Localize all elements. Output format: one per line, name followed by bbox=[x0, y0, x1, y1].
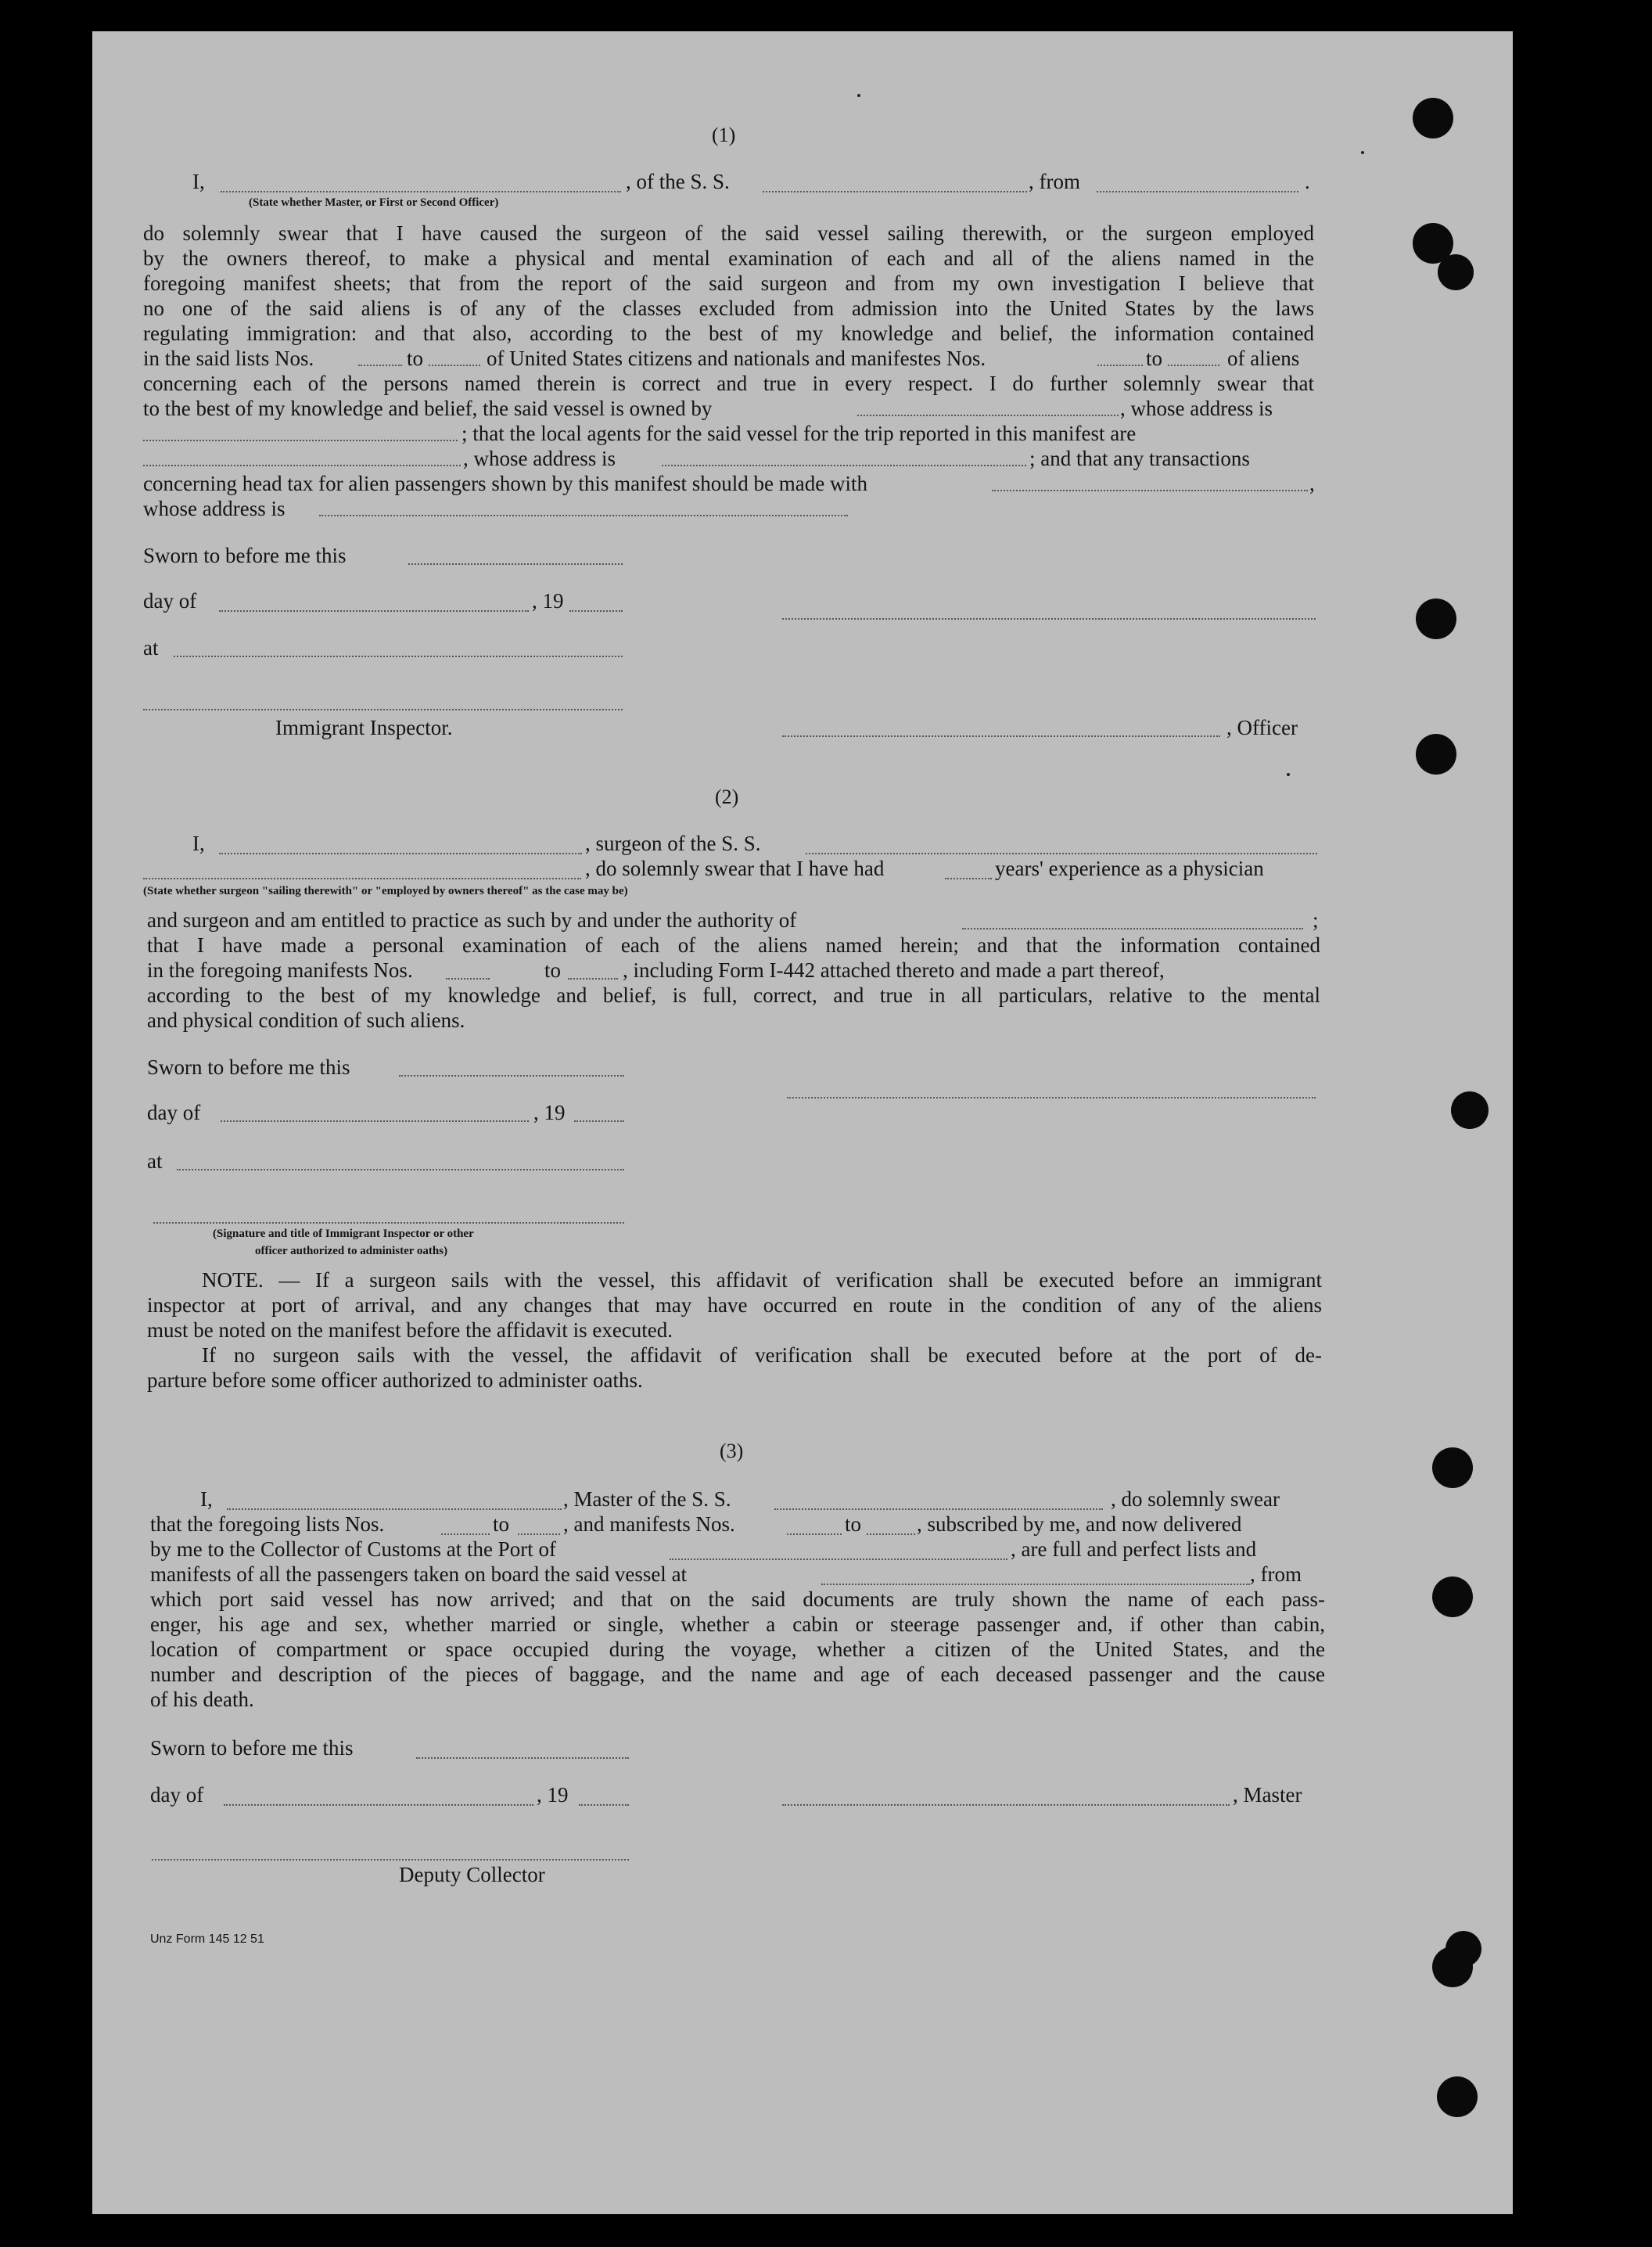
year-label: , 19 bbox=[537, 1783, 569, 1807]
blank-authority bbox=[962, 928, 1303, 929]
blank-month bbox=[224, 1804, 533, 1806]
blank-surgeon-name bbox=[219, 853, 582, 854]
blank-officer-title bbox=[782, 735, 1220, 737]
section1-from: , from bbox=[1029, 170, 1080, 193]
section2-manifests-nos: in the foregoing manifests Nos. bbox=[147, 958, 413, 982]
section1-local-agents: ; that the local agents for the said vessel for the trip reported in this manifest are bbox=[461, 422, 1137, 445]
section2-paragraph-line: and physical condition of such aliens. bbox=[147, 1008, 465, 1032]
section3-collector: by me to the Collector of Customs at the Port of bbox=[150, 1537, 556, 1561]
blank-administering-officer bbox=[153, 1222, 624, 1224]
note-line: inspector at port of arrival, and any changes that may have occurred en route in the condition of any of the aliens bbox=[147, 1293, 1322, 1317]
punch-hole bbox=[1416, 599, 1456, 639]
section1-period: . bbox=[1305, 170, 1310, 193]
section1-paragraph-line: foregoing manifest sheets; that from the report of the said surgeon and from my own investigation I believe that bbox=[143, 271, 1314, 295]
section1-paragraph-line: do solemnly swear that I have caused the surgeon of the said vessel sailing therewith, or the surgeon employed bbox=[143, 221, 1314, 245]
year-label: , 19 bbox=[533, 1101, 566, 1124]
section1-to: to bbox=[407, 347, 424, 370]
blank-surgeon-signature bbox=[787, 1097, 1316, 1098]
blank-owner-address bbox=[143, 440, 458, 441]
deputy-collector-label: Deputy Collector bbox=[399, 1863, 545, 1886]
section1-owned-by: to the best of my knowledge and belief, the said vessel is owned by bbox=[143, 397, 713, 420]
section-number: (3) bbox=[720, 1440, 744, 1462]
officer-rank-note: (State whether Master, or First or Second Officer) bbox=[249, 196, 499, 209]
section1-comma: , bbox=[1309, 472, 1315, 495]
day-of-label: day of bbox=[150, 1783, 204, 1807]
section2-semicolon: ; bbox=[1313, 908, 1319, 932]
section3-manifests-passengers: manifests of all the passengers taken on board the said vessel at bbox=[150, 1562, 688, 1586]
day-of-label: day of bbox=[147, 1101, 201, 1124]
punch-hole bbox=[1413, 98, 1453, 138]
punch-hole bbox=[1438, 254, 1474, 290]
section3-paragraph-line: enger, his age and sex, whether married or single, whether a cabin or steerage passenger and, if other than cabin, bbox=[150, 1612, 1325, 1636]
section3-paragraph-line: location of compartment or space occupied during the voyage, whether a citizen of the United States, and the bbox=[150, 1638, 1325, 1661]
blank-surgeon-vessel bbox=[806, 853, 1317, 854]
section2-paragraph-line: according to the best of my knowledge and belief, is full, correct, and true in all particulars, relative to the mental bbox=[147, 983, 1320, 1007]
section1-transactions: ; and that any transactions bbox=[1029, 447, 1250, 470]
blank-at-place bbox=[177, 1169, 624, 1170]
section3-paragraph-line: number and description of the pieces of baggage, and the name and age of each deceased passenger and the cause bbox=[150, 1663, 1325, 1686]
blank-s3-manifest-from bbox=[787, 1533, 842, 1535]
section1-paragraph-line: no one of the said aliens is of any of the classes excluded from admission into the United States by the laws bbox=[143, 297, 1314, 320]
section1-of-ss: , of the S. S. bbox=[626, 170, 730, 193]
section1-paragraph-line: concerning each of the persons named therein is correct and true in every respect. I do further solemnly swear that bbox=[143, 372, 1314, 395]
punch-hole bbox=[1432, 1576, 1473, 1617]
section3-master-of: , Master of the S. S. bbox=[563, 1487, 731, 1511]
note-line: NOTE. — If a surgeon sails with the vessel, this affidavit of verification shall be executed before an immigrant bbox=[202, 1268, 1322, 1292]
section1-paragraph-line: regulating immigration: and that also, according to the best of my knowledge and belief, the information contained bbox=[143, 322, 1314, 345]
blank-port bbox=[670, 1559, 1007, 1560]
blank-lists-to bbox=[429, 365, 480, 366]
blank-inspector-signature bbox=[143, 709, 623, 710]
day-of-label: day of bbox=[143, 589, 197, 613]
note-line: must be noted on the manifest before the affidavit is executed. bbox=[147, 1318, 673, 1342]
section3-i: I, bbox=[200, 1487, 213, 1511]
blank-head-tax-address bbox=[319, 515, 848, 516]
section3-subscribed: , subscribed by me, and now delivered bbox=[917, 1512, 1242, 1536]
section2-including: , including Form I-442 attached thereto and made a part thereof, bbox=[623, 958, 1165, 982]
section3-manifests-nos: , and manifests Nos. bbox=[563, 1512, 735, 1536]
signature-note: officer authorized to administer oaths) bbox=[255, 1245, 448, 1257]
section-number: (2) bbox=[715, 786, 739, 808]
section1-i: I, bbox=[192, 170, 205, 193]
at-label: at bbox=[147, 1149, 163, 1173]
blank-s2-manifest-from bbox=[446, 978, 490, 980]
speck bbox=[1361, 151, 1364, 154]
section2-paragraph-line: that I have made a personal examination of each of the aliens named herein; and that the information contained bbox=[147, 933, 1320, 957]
blank-s2-manifest-to bbox=[568, 978, 618, 980]
signature-note: (Signature and title of Immigrant Inspector or other bbox=[213, 1228, 474, 1240]
blank-manifest-from bbox=[1097, 365, 1143, 366]
blank-year bbox=[569, 610, 623, 612]
blank-s3-manifest-to bbox=[867, 1533, 915, 1535]
sworn-label: Sworn to before me this bbox=[147, 1055, 350, 1079]
section1-manifest-nos: of United States citizens and nationals and manifestes Nos. bbox=[487, 347, 986, 370]
section1-lists-nos: in the said lists Nos. bbox=[143, 347, 314, 370]
blank-agent-address bbox=[662, 465, 1026, 466]
surgeon-status-note: (State whether surgeon "sailing therewith" or "employed by owners thereof" as the case may be) bbox=[143, 885, 628, 897]
section1-paragraph-line: by the owners thereof, to make a physical and mental examination of each and all of the aliens named in the bbox=[143, 246, 1314, 270]
note-line: parture before some officer authorized to administer oaths. bbox=[147, 1368, 643, 1392]
blank-s3-lists-from bbox=[441, 1533, 490, 1535]
section2-to: to bbox=[544, 958, 562, 982]
blank-surgeon-status bbox=[143, 878, 581, 879]
blank-month bbox=[219, 610, 529, 612]
speck bbox=[857, 94, 860, 97]
section1-address-is: , whose address is bbox=[1120, 397, 1273, 420]
section2-experience: years' experience as a physician bbox=[995, 857, 1264, 880]
section2-authority: and surgeon and am entitled to practice as such by and under the authority of bbox=[147, 908, 797, 932]
immigrant-inspector-label: Immigrant Inspector. bbox=[275, 716, 453, 739]
year-label: , 19 bbox=[532, 589, 564, 613]
section2-i: I, bbox=[192, 832, 205, 855]
section2-surgeon-of: , surgeon of the S. S. bbox=[585, 832, 761, 855]
punch-hole bbox=[1416, 734, 1456, 775]
note-line: If no surgeon sails with the vessel, the affidavit of verification shall be executed before at the port of de- bbox=[202, 1343, 1322, 1367]
blank-lists-from bbox=[358, 365, 402, 366]
blank-month bbox=[221, 1120, 529, 1122]
section3-swear: , do solemnly swear bbox=[1111, 1487, 1280, 1511]
form-id: Unz Form 145 12 51 bbox=[150, 1932, 264, 1946]
master-label: , Master bbox=[1233, 1783, 1302, 1807]
blank-sworn-day bbox=[399, 1075, 624, 1077]
blank-year bbox=[579, 1804, 629, 1806]
section3-lists-nos: that the foregoing lists Nos. bbox=[150, 1512, 385, 1536]
sworn-label: Sworn to before me this bbox=[143, 544, 347, 567]
blank-boarding-port bbox=[821, 1584, 1250, 1585]
section3-paragraph-line: of his death. bbox=[150, 1688, 254, 1711]
blank-s3-lists-to bbox=[518, 1533, 560, 1535]
section1-agent-address: , whose address is bbox=[463, 447, 616, 470]
section-number: (1) bbox=[712, 124, 736, 146]
section2-swear: , do solemnly swear that I have had bbox=[585, 857, 885, 880]
blank-deputy-signature bbox=[152, 1859, 629, 1861]
section1-to: to bbox=[1146, 347, 1163, 370]
section3-paragraph-line: which port said vessel has now arrived; and that on the said documents are truly shown the name of each pass- bbox=[150, 1587, 1325, 1611]
punch-hole bbox=[1451, 1091, 1489, 1129]
section3-to: to bbox=[493, 1512, 510, 1536]
speck bbox=[1287, 773, 1290, 776]
blank-from-port bbox=[1097, 191, 1298, 192]
at-label: at bbox=[143, 636, 159, 660]
blank-officer-signature bbox=[782, 618, 1316, 620]
blank-year bbox=[574, 1120, 624, 1122]
section3-from: , from bbox=[1250, 1562, 1302, 1586]
section1-head-tax: concerning head tax for alien passengers shown by this manifest should be made with bbox=[143, 472, 868, 495]
blank-master-vessel bbox=[774, 1508, 1103, 1510]
section3-to: to bbox=[845, 1512, 862, 1536]
blank-head-tax-party bbox=[992, 490, 1308, 491]
blank-vessel-name bbox=[763, 191, 1027, 192]
blank-years bbox=[945, 878, 992, 879]
punch-hole bbox=[1437, 2076, 1478, 2117]
blank-sworn-day bbox=[408, 563, 623, 565]
blank-manifest-to bbox=[1168, 365, 1219, 366]
blank-sworn-day bbox=[416, 1757, 629, 1759]
blank-local-agents bbox=[143, 465, 461, 466]
punch-hole bbox=[1432, 1947, 1473, 1987]
officer-label: , Officer bbox=[1226, 716, 1298, 739]
blank-master-name bbox=[227, 1508, 562, 1510]
section3-full-perfect: , are full and perfect lists and bbox=[1011, 1537, 1257, 1561]
section1-of-aliens: of aliens bbox=[1227, 347, 1300, 370]
blank-at-place bbox=[174, 656, 623, 657]
blank-officer-name bbox=[221, 191, 621, 192]
punch-hole bbox=[1432, 1447, 1473, 1488]
blank-owner bbox=[857, 415, 1119, 416]
blank-master-signature bbox=[782, 1804, 1230, 1806]
sworn-label: Sworn to before me this bbox=[150, 1736, 354, 1760]
section1-whose-address: whose address is bbox=[143, 497, 286, 520]
